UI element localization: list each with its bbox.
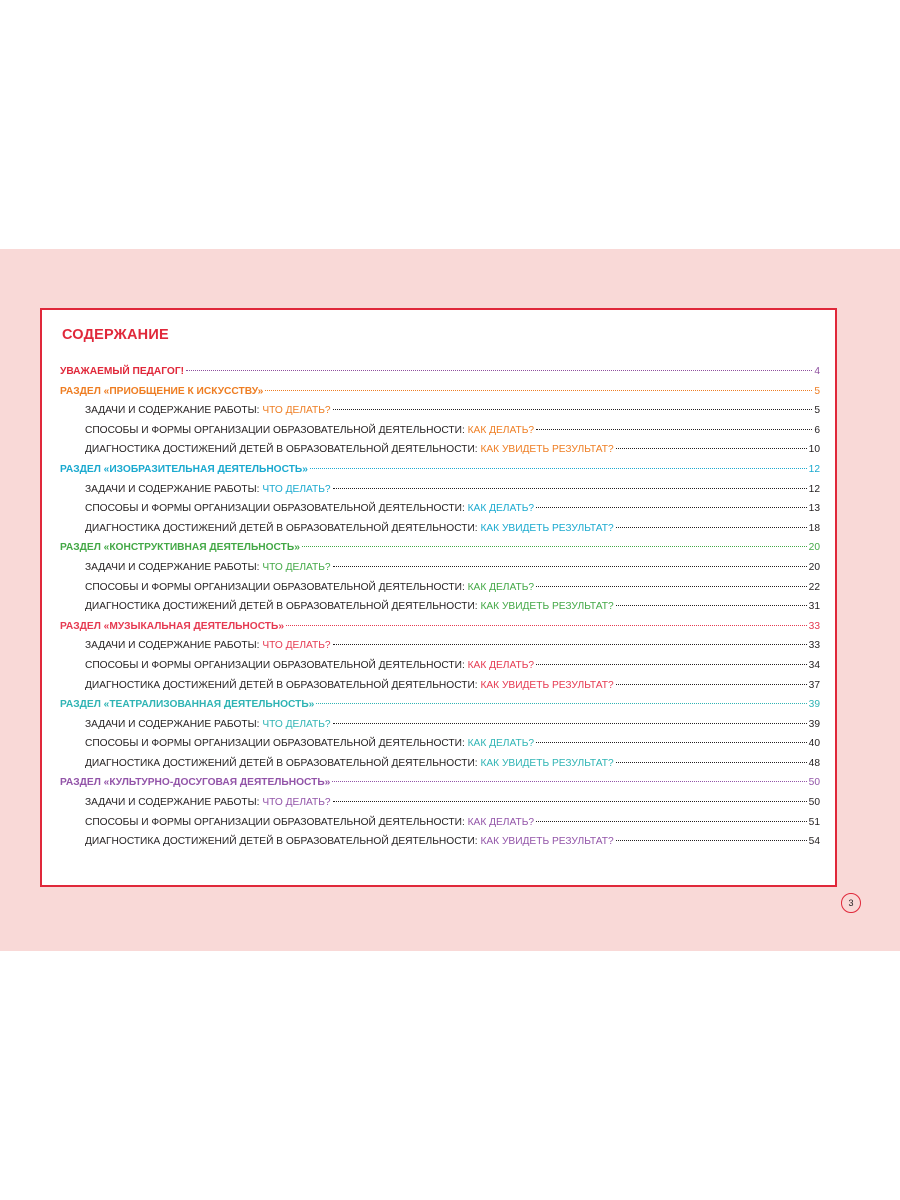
toc-subsection-page: 20 — [808, 561, 820, 573]
toc-section-label: РАЗДЕЛ «КУЛЬТУРНО-ДОСУГОВАЯ ДЕЯТЕЛЬНОСТЬ» — [60, 777, 331, 789]
toc-subsection-page: 54 — [808, 836, 820, 848]
toc-subsection-prefix: СПОСОБЫ И ФОРМЫ ОРГАНИЗАЦИИ ОБРАЗОВАТЕЛЬНОЙ ДЕЯТЕЛЬНОСТИ: — [85, 738, 468, 750]
toc-section-label: РАЗДЕЛ «КОНСТРУКТИВНАЯ ДЕЯТЕЛЬНОСТЬ» — [60, 542, 300, 554]
toc-subsection-page: 31 — [808, 601, 820, 613]
dot-leader — [316, 703, 806, 704]
toc-subsection-entry[interactable] — [60, 561, 820, 581]
toc-subsection-entry[interactable] — [60, 483, 820, 503]
toc-section-entry[interactable] — [60, 698, 820, 718]
toc-subsection-entry[interactable] — [60, 639, 820, 659]
toc-subsection-entry[interactable] — [60, 796, 820, 816]
toc-section-page: 50 — [808, 777, 820, 789]
toc-subsection-entry[interactable] — [60, 679, 820, 699]
toc-subsection-entry[interactable] — [60, 718, 820, 738]
toc-subsection-entry[interactable] — [60, 404, 820, 424]
toc-subsection-highlight: КАК ДЕЛАТЬ? — [467, 738, 535, 750]
toc-section-page: 39 — [808, 699, 820, 711]
dot-leader — [302, 546, 807, 547]
toc-subsection-page: 40 — [808, 738, 820, 750]
dot-leader — [616, 527, 807, 528]
dot-leader — [616, 762, 807, 763]
toc-subsection-entry[interactable] — [60, 659, 820, 679]
toc-section-page: 20 — [808, 542, 820, 554]
toc-subsection-highlight: ЧТО ДЕЛАТЬ? — [262, 483, 331, 495]
toc-subsection-prefix: ДИАГНОСТИКА ДОСТИЖЕНИЙ ДЕТЕЙ В ОБРАЗОВАТЕЛЬНОЙ ДЕЯТЕЛЬНОСТИ: — [85, 601, 481, 613]
toc-subsection-page: 22 — [808, 581, 820, 593]
toc-section-entry[interactable] — [60, 385, 820, 405]
toc-subsection-highlight: ЧТО ДЕЛАТЬ? — [262, 561, 331, 573]
dot-leader — [616, 840, 807, 841]
dot-leader — [333, 409, 813, 410]
dot-leader — [536, 664, 807, 665]
toc-subsection-prefix: ДИАГНОСТИКА ДОСТИЖЕНИЙ ДЕТЕЙ В ОБРАЗОВАТЕЛЬНОЙ ДЕЯТЕЛЬНОСТИ: — [85, 679, 481, 691]
toc-subsection-page: 50 — [808, 797, 820, 809]
toc-subsection-prefix: ЗАДАЧИ И СОДЕРЖАНИЕ РАБОТЫ: — [85, 405, 263, 417]
toc-subsection-entry[interactable] — [60, 835, 820, 855]
dot-leader — [536, 742, 807, 743]
dot-leader — [186, 370, 812, 371]
toc-subsection-page: 18 — [808, 522, 820, 534]
toc-subsection-prefix: ДИАГНОСТИКА ДОСТИЖЕНИЙ ДЕТЕЙ В ОБРАЗОВАТЕЛЬНОЙ ДЕЯТЕЛЬНОСТИ: — [85, 836, 481, 848]
dot-leader — [536, 429, 812, 430]
dot-leader — [333, 566, 807, 567]
toc-subsection-highlight: ЧТО ДЕЛАТЬ? — [262, 640, 331, 652]
toc-subsection-highlight: КАК УВИДЕТЬ РЕЗУЛЬТАТ? — [480, 601, 614, 613]
toc-subsection-prefix: ДИАГНОСТИКА ДОСТИЖЕНИЙ ДЕТЕЙ В ОБРАЗОВАТЕЛЬНОЙ ДЕЯТЕЛЬНОСТИ: — [85, 444, 481, 456]
toc-section-label: РАЗДЕЛ «МУЗЫКАЛЬНАЯ ДЕЯТЕЛЬНОСТЬ» — [60, 620, 285, 632]
toc-entry-label: УВАЖАЕМЫЙ ПЕДАГОГ! — [60, 366, 184, 377]
toc-subsection-highlight: КАК ДЕЛАТЬ? — [467, 816, 535, 828]
dot-leader — [616, 684, 807, 685]
toc-subsection-page: 33 — [808, 640, 820, 652]
toc-section-label: РАЗДЕЛ «ПРИОБЩЕНИЕ К ИСКУССТВУ» — [60, 385, 264, 397]
dot-leader — [332, 781, 806, 782]
toc-subsection-prefix: СПОСОБЫ И ФОРМЫ ОРГАНИЗАЦИИ ОБРАЗОВАТЕЛЬНОЙ ДЕЯТЕЛЬНОСТИ: — [85, 424, 468, 436]
toc-subsection-highlight: КАК ДЕЛАТЬ? — [467, 581, 535, 593]
toc-entry-page: 4 — [814, 366, 820, 377]
toc-subsection-highlight: КАК ДЕЛАТЬ? — [467, 659, 535, 671]
toc-subsection-highlight: ЧТО ДЕЛАТЬ? — [262, 405, 331, 417]
dot-leader — [536, 586, 807, 587]
toc-subsection-page: 10 — [808, 444, 820, 456]
toc-subsection-page: 12 — [808, 483, 820, 495]
toc-subsection-prefix: ЗАДАЧИ И СОДЕРЖАНИЕ РАБОТЫ: — [85, 640, 263, 652]
toc-subsection-page: 13 — [808, 503, 820, 515]
toc-subsection-entry[interactable] — [60, 816, 820, 836]
toc-subsection-entry[interactable] — [60, 443, 820, 463]
toc-subsection-page: 5 — [814, 405, 820, 417]
toc-subsection-entry[interactable] — [60, 600, 820, 620]
toc-subsection-prefix: СПОСОБЫ И ФОРМЫ ОРГАНИЗАЦИИ ОБРАЗОВАТЕЛЬНОЙ ДЕЯТЕЛЬНОСТИ: — [85, 659, 468, 671]
toc-subsection-prefix: СПОСОБЫ И ФОРМЫ ОРГАНИЗАЦИИ ОБРАЗОВАТЕЛЬНОЙ ДЕЯТЕЛЬНОСТИ: — [85, 503, 468, 515]
toc-subsection-prefix: ЗАДАЧИ И СОДЕРЖАНИЕ РАБОТЫ: — [85, 797, 263, 809]
toc-subsection-page: 37 — [808, 679, 820, 691]
dot-leader — [265, 390, 812, 391]
toc-subsection-highlight: КАК УВИДЕТЬ РЕЗУЛЬТАТ? — [480, 522, 614, 534]
dot-leader — [333, 488, 807, 489]
toc-subsection-highlight: ЧТО ДЕЛАТЬ? — [262, 718, 331, 730]
toc-subsection-highlight: КАК УВИДЕТЬ РЕЗУЛЬТАТ? — [480, 836, 614, 848]
dot-leader — [616, 605, 807, 606]
toc-subsection-highlight: КАК УВИДЕТЬ РЕЗУЛЬТАТ? — [480, 757, 614, 769]
toc-section-entry[interactable] — [60, 620, 820, 640]
toc-subsection-prefix: ЗАДАЧИ И СОДЕРЖАНИЕ РАБОТЫ: — [85, 561, 263, 573]
toc-subsection-prefix: ДИАГНОСТИКА ДОСТИЖЕНИЙ ДЕТЕЙ В ОБРАЗОВАТЕЛЬНОЙ ДЕЯТЕЛЬНОСТИ: — [85, 522, 481, 534]
toc-subsection-page: 48 — [808, 757, 820, 769]
toc-subsection-prefix: ДИАГНОСТИКА ДОСТИЖЕНИЙ ДЕТЕЙ В ОБРАЗОВАТЕЛЬНОЙ ДЕЯТЕЛЬНОСТИ: — [85, 757, 481, 769]
toc-section-entry[interactable] — [60, 776, 820, 796]
toc-subsection-entry[interactable] — [60, 502, 820, 522]
toc-subsection-entry[interactable] — [60, 737, 820, 757]
toc-subsection-prefix: СПОСОБЫ И ФОРМЫ ОРГАНИЗАЦИИ ОБРАЗОВАТЕЛЬНОЙ ДЕЯТЕЛЬНОСТИ: — [85, 581, 468, 593]
dot-leader — [333, 723, 807, 724]
toc-subsection-entry[interactable] — [60, 522, 820, 542]
toc-title: СОДЕРЖАНИЕ — [62, 327, 169, 343]
dot-leader — [536, 507, 807, 508]
toc-section-label: РАЗДЕЛ «ИЗОБРАЗИТЕЛЬНАЯ ДЕЯТЕЛЬНОСТЬ» — [60, 463, 308, 475]
toc-subsection-highlight: КАК ДЕЛАТЬ? — [467, 503, 535, 515]
toc-subsection-entry[interactable] — [60, 757, 820, 777]
toc-subsection-entry[interactable] — [60, 424, 820, 444]
dot-leader — [286, 625, 807, 626]
toc-subsection-highlight: КАК УВИДЕТЬ РЕЗУЛЬТАТ? — [480, 444, 614, 456]
toc-subsection-page: 34 — [808, 659, 820, 671]
dot-leader — [616, 448, 807, 449]
toc-subsection-highlight: ЧТО ДЕЛАТЬ? — [262, 797, 331, 809]
toc-subsection-entry[interactable] — [60, 581, 820, 601]
toc-section-entry[interactable] — [60, 463, 820, 483]
toc-subsection-prefix: ЗАДАЧИ И СОДЕРЖАНИЕ РАБОТЫ: — [85, 483, 263, 495]
toc-section-entry[interactable] — [60, 541, 820, 561]
toc-subsection-prefix: СПОСОБЫ И ФОРМЫ ОРГАНИЗАЦИИ ОБРАЗОВАТЕЛЬНОЙ ДЕЯТЕЛЬНОСТИ: — [85, 816, 468, 828]
toc-subsection-page: 39 — [808, 718, 820, 730]
toc-subsection-page: 51 — [808, 816, 820, 828]
toc-subsection-page: 6 — [814, 424, 820, 436]
toc-subsection-highlight: КАК ДЕЛАТЬ? — [467, 424, 535, 436]
toc-subsection-highlight: КАК УВИДЕТЬ РЕЗУЛЬТАТ? — [480, 679, 614, 691]
page-number: 3 — [841, 893, 861, 913]
toc-intro-entry[interactable] — [60, 365, 820, 385]
toc-section-label: РАЗДЕЛ «ТЕАТРАЛИЗОВАННАЯ ДЕЯТЕЛЬНОСТЬ» — [60, 699, 315, 711]
toc-section-page: 12 — [808, 463, 820, 475]
dot-leader — [333, 644, 807, 645]
toc-frame — [40, 308, 837, 887]
toc-section-page: 33 — [808, 620, 820, 632]
toc-section-page: 5 — [814, 385, 820, 397]
toc-list — [60, 365, 820, 855]
dot-leader — [310, 468, 807, 469]
dot-leader — [333, 801, 807, 802]
toc-subsection-prefix: ЗАДАЧИ И СОДЕРЖАНИЕ РАБОТЫ: — [85, 718, 263, 730]
dot-leader — [536, 821, 807, 822]
